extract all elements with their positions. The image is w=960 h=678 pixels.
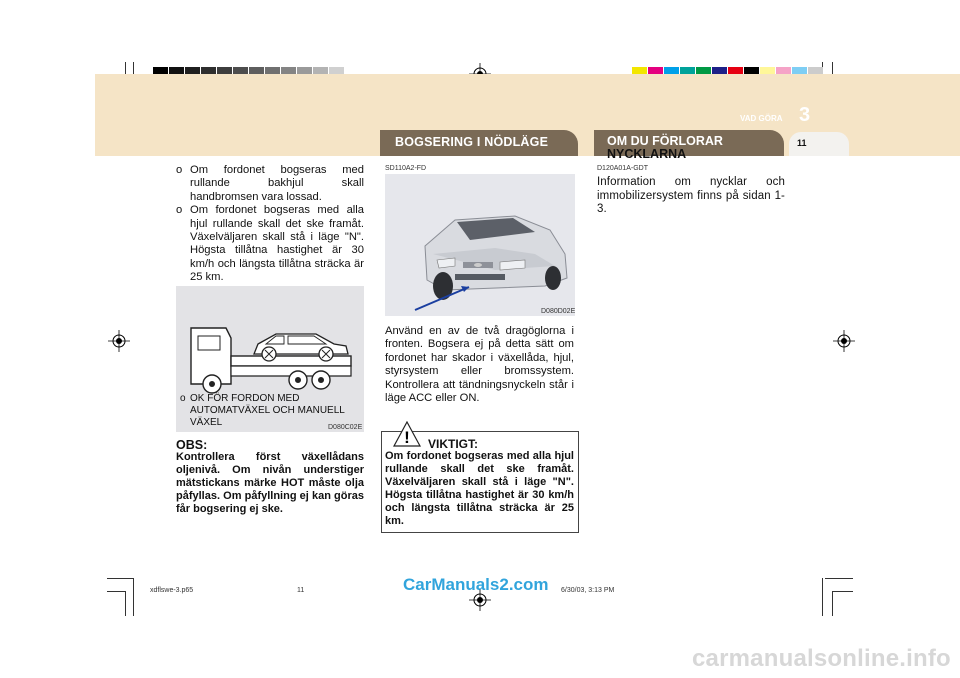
section-title-keys-line2: NYCKLARNA [607,147,687,161]
footer-page: 11 [297,587,305,594]
bullet-item: o Om fordonet bogseras med rullande bakhjul skall handbromsen vara lossad. [176,164,364,204]
towing-text: Använd en av de två dragöglorna i fronten. Bogsera ej på detta sätt om fordonet har skador i växellåda, hjul, styrsystem eller bromssystem. Kontrollera att tändningsnyckeln står i läge ACC eller ON. [385,325,574,405]
watermark-site: carmanualsonline.info [692,645,951,672]
registration-mark-right [833,330,855,352]
obs-title: OBS: [176,438,208,452]
keys-text: Information om nycklar och immobilizersystem finns på sidan 1-3. [597,176,785,215]
bullet-item: o Om fordonet bogseras med alla hjul rullande skall det ske framåt. Växelväljaren skall stå i läge "N". Högsta tillåtna hastighet är 30 km/h och längsta tillåtna sträcka är 25 km. [176,204,364,284]
warning-text: Om fordonet bogseras med alla hjul rullande skall det ske framåt. Växelväljaren skall stå i läge "N". Högsta tillåtna hastighet är 30 km/h och längsta tillåtna sträcka är 25 km. [385,450,574,527]
watermark-carmanuals2: CarManuals2.com [403,575,549,594]
svg-text:!: ! [404,428,410,447]
section-title-keys-line1: OM DU FÖRLORAR [607,134,723,148]
figure-code-car: D080D02E [541,308,576,315]
code-keys: D120A01A-GDT [597,165,648,172]
figure-code-truck: D080C02E [328,424,363,431]
footer-file: xdflswe-3.p65 [150,587,194,594]
chapter-label: VAD GÖRA [740,114,783,123]
figure-caption-text: o OK FÖR FORDON MED AUTOMATVÄXEL OCH MANUELL VÄXEL [180,393,360,429]
section-title-keys [607,135,723,161]
code-towing: SD110A2-FD [385,165,427,172]
obs-text: Kontrollera först växellådans oljenivå. Om nivån understiger mätstickans märke HOT måste olja påfyllas. Om påfyllning ej kan göras får bogsering ej ske. [176,451,364,515]
column-1-bullets [176,164,364,285]
page-number: 11 [797,138,807,148]
footer-date: 6/30/03, 3:13 PM [561,587,615,594]
section-title-towing: BOGSERING I NÖDLÄGE [395,135,549,149]
warning-title: VIKTIGT: [428,437,478,451]
chapter-number: 3 [799,104,811,126]
figure-car-tow-hook [385,174,575,316]
warning-icon [393,421,421,447]
car-front-illustration [385,174,575,316]
registration-mark-left [108,330,130,352]
